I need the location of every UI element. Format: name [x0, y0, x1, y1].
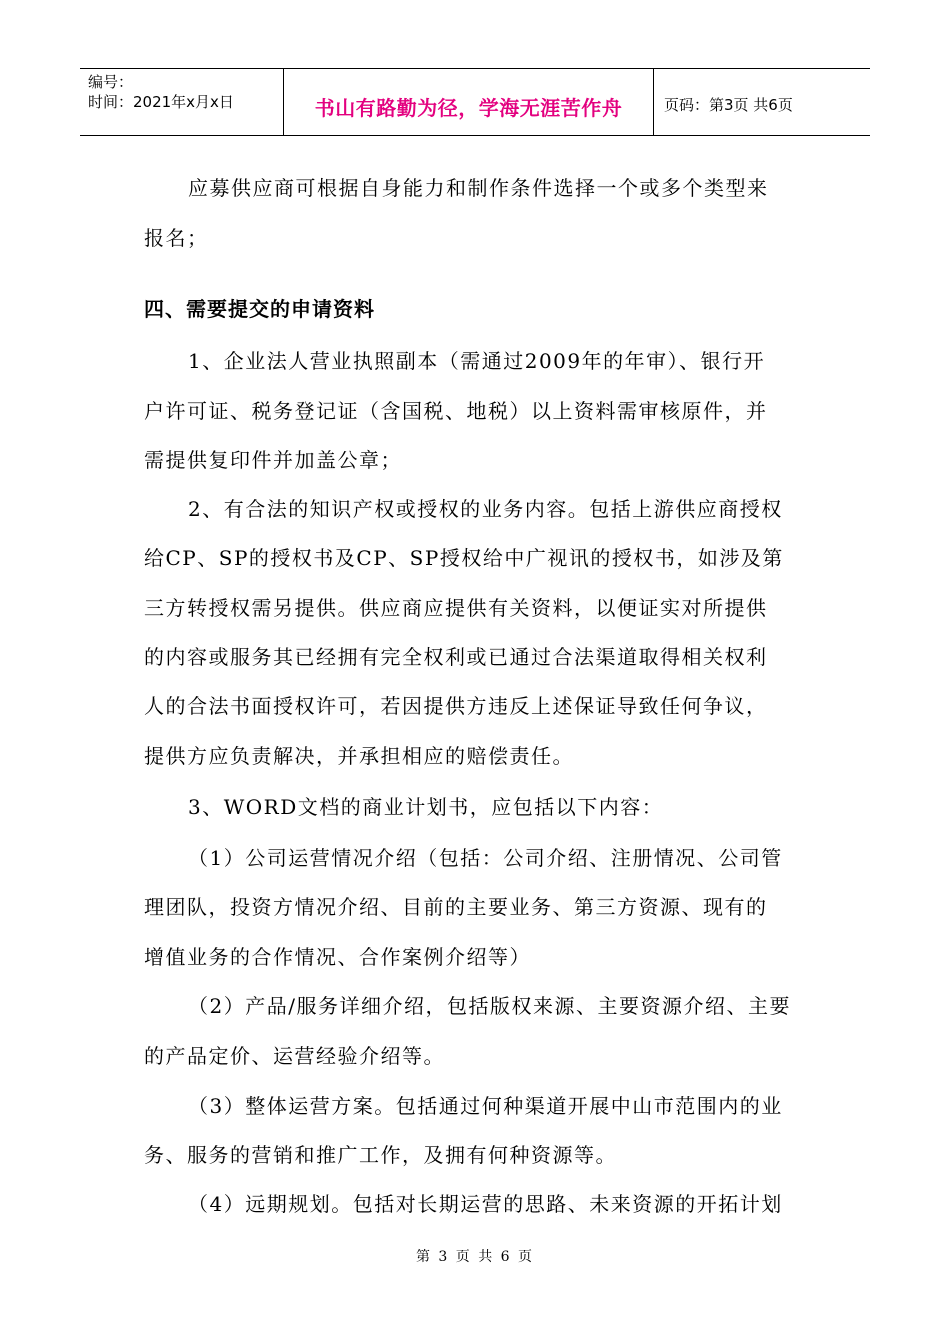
body-line: 理团队，投资方情况介绍、目前的主要业务、第三方资源、现有的 [144, 895, 768, 919]
body-line: 2、有合法的知识产权或授权的业务内容。包括上游供应商授权 [188, 497, 783, 521]
body-line: 户许可证、税务登记证（含国税、地税）以上资料需审核原件，并 [144, 399, 768, 423]
header-date: 时间：2021年x月x日 [88, 93, 234, 111]
body-line: 三方转授权需另提供。供应商应提供有关资料，以便证实对所提供 [144, 596, 768, 620]
header-code: 编号： [88, 73, 134, 91]
body-line: 需提供复印件并加盖公章； [144, 448, 402, 472]
header-page-info-cell [654, 69, 870, 135]
body-line: 应募供应商可根据自身能力和制作条件选择一个或多个类型来 [188, 176, 769, 200]
header-meta [80, 69, 283, 135]
body-line: （3）整体运营方案。包括通过何种渠道开展中山市范围内的业 [188, 1094, 783, 1118]
body-line: 1、企业法人营业执照副本（需通过2009年的年审）、银行开 [188, 349, 766, 373]
body-line: 给CP、SP的授权书及CP、SP授权给中广视讯的授权书，如涉及第 [144, 546, 784, 570]
body-line: 增值业务的合作情况、合作案例介绍等） [144, 945, 531, 969]
body-line: （2）产品/服务详细介绍，包括版权来源、主要资源介绍、主要 [188, 994, 791, 1018]
body-line: 提供方应负责解决，并承担相应的赔偿责任。 [144, 744, 574, 768]
body-line: 的产品定价、运营经验介绍等。 [144, 1044, 445, 1068]
header-motto-cell [283, 69, 654, 135]
body-line: 的内容或服务其已经拥有完全权利或已通过合法渠道取得相关权利 [144, 645, 768, 669]
body-line: 人的合法书面授权许可，若因提供方违反上述保证导致任何争议， [144, 694, 768, 718]
page-header [80, 68, 870, 136]
header-page-info: 页码：第3页 共6页 [664, 95, 793, 114]
page-footer: 第 3 页 共 6 页 [415, 1249, 535, 1265]
body-line: 报名； [144, 226, 209, 250]
body-line: （1）公司运营情况介绍（包括：公司介绍、注册情况、公司管 [188, 846, 783, 870]
section-heading: 四、需要提交的申请资料 [144, 297, 375, 321]
body-line: 务、服务的营销和推广工作，及拥有何种资源等。 [144, 1143, 617, 1167]
header-motto: 书山有路勤为径，学海无涯苦作舟 [314, 95, 623, 120]
body-line: （4）远期规划。包括对长期运营的思路、未来资源的开拓计划 [188, 1192, 783, 1216]
body-line: 3、WORD文档的商业计划书，应包括以下内容： [188, 795, 664, 819]
